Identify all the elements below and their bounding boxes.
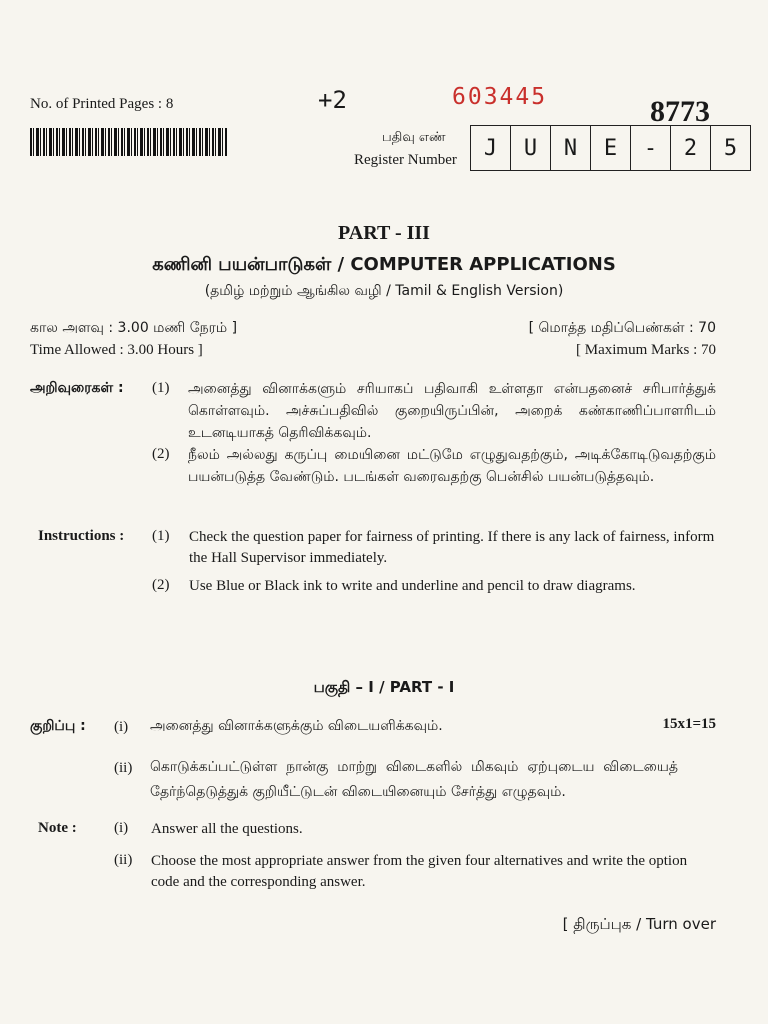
register-box[interactable]: U — [511, 126, 551, 170]
register-box[interactable]: - — [631, 126, 671, 170]
register-box[interactable]: N — [551, 126, 591, 170]
turn-over-note: [ திருப்புக / Turn over — [562, 915, 716, 933]
register-number-boxes[interactable] — [470, 125, 751, 171]
stream-handwritten-mark: +2 — [318, 86, 347, 114]
note-tamil-text: கொடுக்கப்பட்டுள்ள நான்கு மாற்று விடைகளில் மிகவும் ஏற்புடைய விடையைத் தேர்ந்தெடுத்துக் குறியீட்டுடன் விடையினையும் சேர்த்து எழுதவும். — [150, 759, 678, 800]
instruction-tamil-text: நீலம் அல்லது கருப்பு மையினை மட்டுமே எழுதுவதற்கும், அடிக்கோடிடுவதற்கும் பயன்படுத்த வேண்டும். படங்கள் வரைவதற்கு பென்சில் பயன்படுத்தவும். — [188, 447, 716, 485]
instructions-tamil-label: அறிவுரைகள் : — [30, 380, 124, 396]
register-label-english: Register Number — [354, 152, 457, 168]
item-number: (ii) — [114, 852, 133, 868]
note-english-text: Choose the most appropriate answer from the given four alternatives and write the option code and the corresponding answer. — [151, 853, 688, 890]
paper-code: 8773 — [650, 95, 710, 128]
register-box[interactable]: J — [471, 126, 511, 170]
instructions-english-label: Instructions : — [38, 528, 125, 544]
register-box[interactable]: E — [591, 126, 631, 170]
note-tamil-label: குறிப்பு : — [30, 718, 86, 734]
serial-number: 603445 — [452, 84, 548, 110]
time-allowed-english: Time Allowed : 3.00 Hours ] — [30, 342, 203, 358]
register-box[interactable]: 2 — [671, 126, 711, 170]
item-number: (i) — [114, 820, 129, 836]
instruction-english-text: Check the question paper for fairness of printing. If there is any lack of fairness, inform the Hall Supervisor immediately. — [189, 529, 715, 566]
item-number: (1) — [152, 528, 170, 544]
time-allowed-tamil: கால அளவு : 3.00 மணி நேரம் ] — [30, 320, 238, 336]
item-number: (2) — [152, 446, 170, 462]
subject-title: கணினி பயன்பாடுகள் / COMPUTER APPLICATIONS — [152, 254, 616, 275]
note-english-label: Note : — [38, 820, 77, 836]
register-box[interactable]: 5 — [723, 135, 738, 161]
mark-allocation: 15x1=15 — [662, 716, 716, 732]
item-number: (2) — [152, 577, 170, 593]
max-marks-english: [ Maximum Marks : 70 — [576, 342, 716, 358]
instruction-english-text: Use Blue or Black ink to write and underline and pencil to draw diagrams. — [189, 578, 636, 594]
register-label-tamil: பதிவு எண் — [382, 130, 446, 145]
part-one-heading: பகுதி – I / PART - I — [313, 678, 455, 696]
barcode — [30, 128, 228, 156]
item-number: (1) — [152, 380, 170, 396]
note-english-text: Answer all the questions. — [151, 821, 303, 837]
note-tamil-text: அனைத்து வினாக்களுக்கும் விடையளிக்கவும். — [150, 718, 443, 734]
item-number: (ii) — [114, 760, 133, 776]
item-number: (i) — [114, 719, 129, 735]
version-note: (தமிழ் மற்றும் ஆங்கில வழி / Tamil & English Version) — [204, 283, 564, 299]
instruction-tamil-text: அனைத்து வினாக்களும் சரியாகப் பதிவாகி உள்ளதா என்பதனைச் சரிபார்த்துக் கொள்ளவும். அச்சுப்பதிவில் குறையிருப்பின், அறைக் கண்காணிப்பாளரிடம் உடனடியாகத் தெரிவிக்கவும். — [188, 381, 716, 441]
printed-pages-count: No. of Printed Pages : 8 — [30, 96, 174, 112]
part-title: PART - III — [338, 222, 430, 244]
max-marks-tamil: [ மொத்த மதிப்பெண்கள் : 70 — [528, 320, 716, 336]
